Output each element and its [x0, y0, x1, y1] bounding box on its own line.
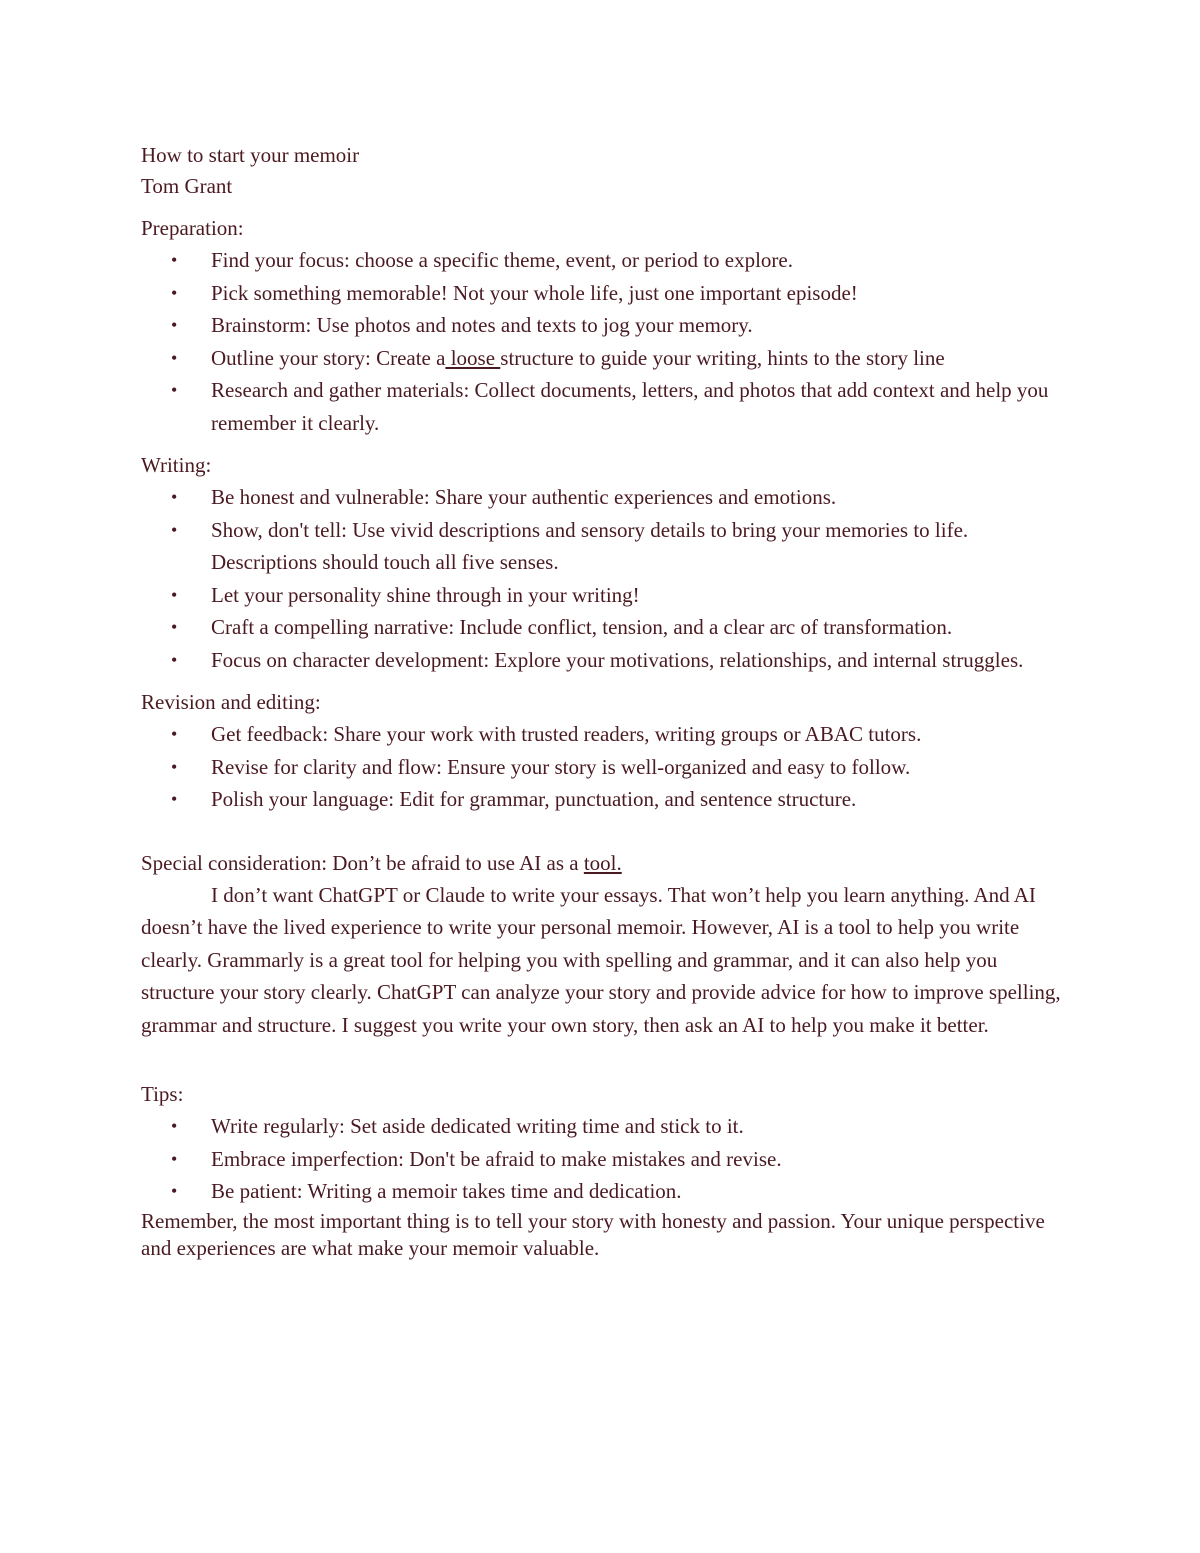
- bullet-icon: •: [171, 724, 178, 744]
- bullet-icon: •: [171, 649, 178, 670]
- list-item: • Get feedback: Share your work with trusted readers, writing groups or ABAC tutors.: [141, 718, 1071, 751]
- bullet-icon: •: [171, 617, 178, 637]
- bullet-icon: •: [171, 1181, 178, 1201]
- list-item: • Show, don't tell: Use vivid descriptions and sensory details to bring your memories to life. Descriptions should touch all five senses.: [141, 514, 1071, 579]
- spacer: [141, 1041, 1071, 1079]
- bullet-icon: •: [171, 282, 178, 303]
- document-author: Tom Grant: [141, 174, 233, 198]
- list-item: • Embrace imperfection: Don't be afraid to make mistakes and revise.: [141, 1143, 1071, 1176]
- revision-heading: Revision and editing:: [141, 690, 321, 714]
- bullet-icon: •: [171, 380, 178, 400]
- document-title: How to start your memoir: [141, 143, 360, 167]
- bullet-icon: •: [171, 1116, 178, 1136]
- list-item: • Focus on character development: Explore your motivations, relationships, and internal struggles.: [141, 644, 1071, 677]
- preparation-list: [141, 244, 1071, 439]
- list-item: • Revise for clarity and flow: Ensure your story is well-organized and easy to follow.: [141, 751, 1071, 784]
- bullet-icon: •: [171, 789, 178, 809]
- bullet-icon: •: [171, 487, 178, 507]
- bullet-icon: •: [171, 1148, 178, 1169]
- closing-paragraph: Remember, the most important thing is to tell your story with honesty and passion. Your unique perspective and experiences are what make your memoir valuable.: [141, 1208, 1045, 1260]
- document-page: [141, 140, 1071, 1262]
- list-item: • Be honest and vulnerable: Share your authentic experiences and emotions.: [141, 481, 1071, 514]
- special-heading: Special consideration: Don’t be afraid to use AI as a tool.: [141, 850, 622, 875]
- bullet-icon: •: [171, 347, 178, 368]
- bullet-icon: •: [171, 584, 178, 605]
- tips-heading: Tips:: [141, 1082, 184, 1106]
- spacer: [141, 816, 1071, 848]
- underlined-word: tool.: [583, 850, 622, 875]
- preparation-heading: Preparation:: [141, 216, 244, 240]
- list-item: • Craft a compelling narrative: Include conflict, tension, and a clear arc of transformation.: [141, 611, 1071, 644]
- bullet-icon: •: [171, 519, 178, 540]
- list-item: • Polish your language: Edit for grammar, punctuation, and sentence structure.: [141, 783, 1071, 816]
- revision-list: [141, 718, 1071, 816]
- list-item: • Let your personality shine through in your writing!: [141, 579, 1071, 612]
- underlined-word: loose: [445, 345, 501, 370]
- bullet-icon: •: [171, 250, 178, 270]
- tips-list: [141, 1110, 1071, 1208]
- list-item: • Find your focus: choose a specific theme, event, or period to explore.: [141, 244, 1071, 277]
- list-item: • Write regularly: Set aside dedicated writing time and stick to it.: [141, 1110, 1071, 1143]
- special-paragraph: I don’t want ChatGPT or Claude to write your essays. That won’t help you learn anything. And AI doesn’t have the lived experience to write your personal memoir. However, AI is a tool to help you write clearly. Grammarly is a great tool for helping you with spelling and grammar, and it can also help you structure your story clearly. ChatGPT can analyze your story and provide advice for how to improve spelling, grammar and structure. I suggest you write your own story, then ask an AI to help you make it better.: [141, 882, 1061, 1037]
- list-item: • Outline your story: Create a loose structure to guide your writing, hints to the story line: [141, 342, 1071, 375]
- list-item: • Research and gather materials: Collect documents, letters, and photos that add context and help you remember it clearly.: [141, 374, 1071, 439]
- writing-heading: Writing:: [141, 453, 212, 477]
- writing-list: [141, 481, 1071, 676]
- list-item: • Pick something memorable! Not your whole life, just one important episode!: [141, 277, 1071, 310]
- bullet-icon: •: [171, 315, 178, 335]
- bullet-icon: •: [171, 756, 178, 777]
- list-item: • Brainstorm: Use photos and notes and texts to jog your memory.: [141, 309, 1071, 342]
- list-item: • Be patient: Writing a memoir takes time and dedication.: [141, 1175, 1071, 1208]
